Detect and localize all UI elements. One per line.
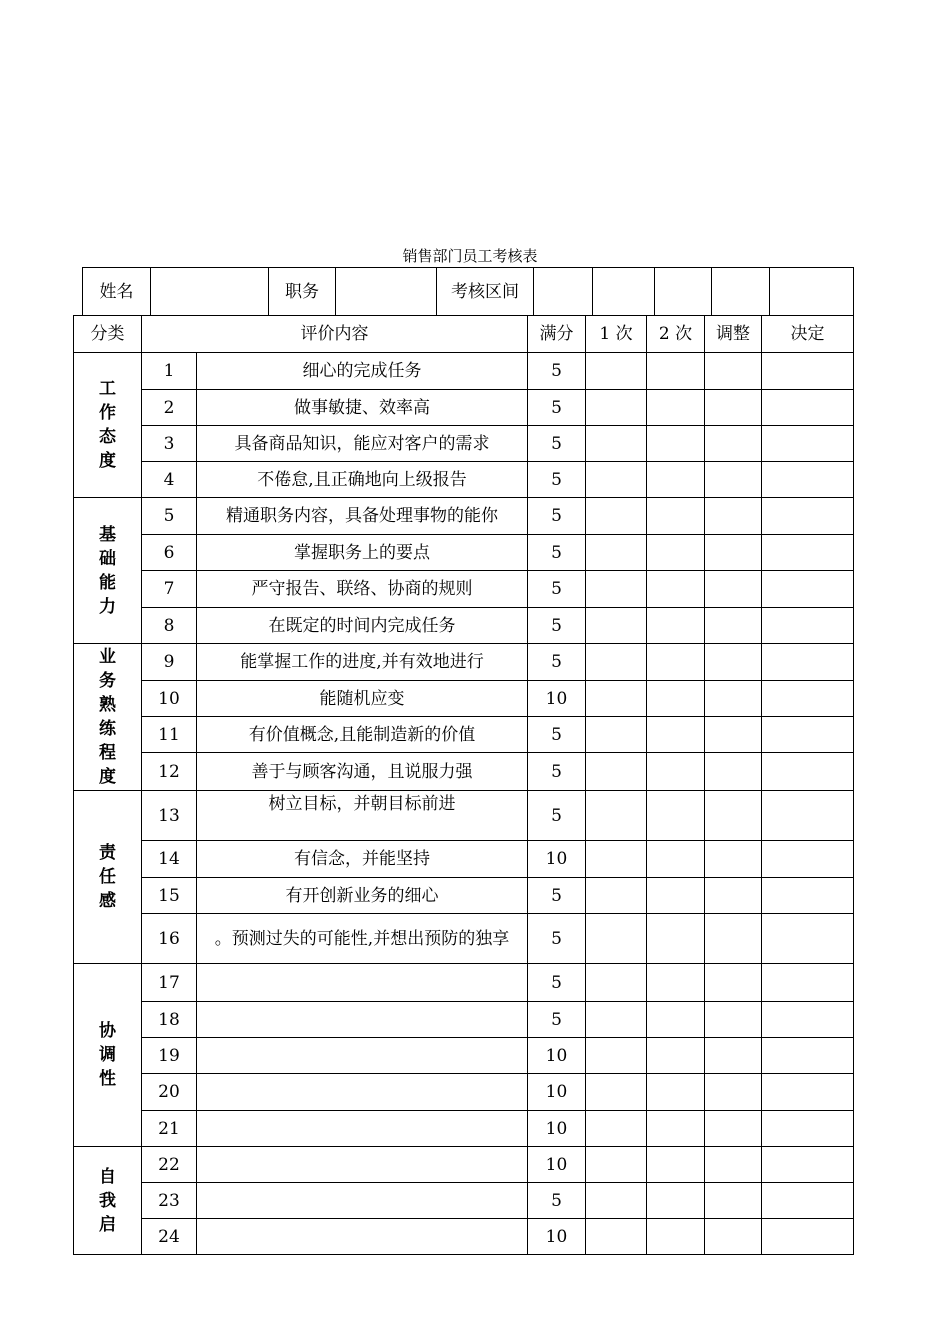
second-eval-cell[interactable] — [647, 426, 705, 462]
item-content — [197, 1183, 528, 1219]
adjust-cell[interactable] — [705, 390, 762, 426]
full-score: 5 — [528, 1183, 586, 1219]
first-eval-cell[interactable] — [586, 571, 647, 608]
adjust-cell[interactable] — [705, 571, 762, 608]
table-row — [74, 426, 854, 462]
second-eval-cell[interactable] — [647, 535, 705, 571]
item-number: 23 — [142, 1183, 197, 1219]
decision-cell[interactable] — [762, 462, 854, 498]
item-content: 能随机应变 — [197, 681, 528, 717]
decision-cell[interactable] — [762, 426, 854, 462]
second-eval-cell[interactable] — [647, 1219, 705, 1255]
adjust-cell[interactable] — [705, 1038, 762, 1074]
table-row — [74, 791, 854, 841]
second-eval-cell[interactable] — [647, 1111, 705, 1147]
period-field-1[interactable] — [534, 268, 593, 316]
decision-cell[interactable] — [762, 644, 854, 681]
item-number: 5 — [142, 498, 197, 535]
second-eval-cell[interactable] — [647, 498, 705, 535]
item-number: 24 — [142, 1219, 197, 1255]
item-content: 有开创新业务的细心 — [197, 878, 528, 914]
category-char: 度 — [99, 767, 116, 787]
second-eval-cell[interactable] — [647, 1002, 705, 1038]
adjust-header: 调整 — [705, 316, 762, 353]
full-score: 10 — [528, 1219, 586, 1255]
item-number: 19 — [142, 1038, 197, 1074]
full-score: 5 — [528, 878, 586, 914]
full-score: 10 — [528, 681, 586, 717]
decision-cell[interactable] — [762, 753, 854, 791]
adjust-cell[interactable] — [705, 964, 762, 1002]
adjust-cell[interactable] — [705, 1147, 762, 1183]
table-row — [74, 498, 854, 535]
table-row — [74, 841, 854, 878]
adjust-cell[interactable] — [705, 1074, 762, 1111]
adjust-cell[interactable] — [705, 681, 762, 717]
item-number: 18 — [142, 1002, 197, 1038]
decision-cell[interactable] — [762, 498, 854, 535]
second-eval-cell[interactable] — [647, 1074, 705, 1111]
full-score: 5 — [528, 964, 586, 1002]
full-score: 5 — [528, 426, 586, 462]
category-char: 调 — [99, 1045, 116, 1065]
item-content: 不倦怠,且正确地向上级报告 — [197, 462, 528, 498]
second-eval-cell[interactable] — [647, 390, 705, 426]
category-char: 工 — [99, 379, 116, 399]
decision-cell[interactable] — [762, 1111, 854, 1147]
decision-cell[interactable] — [762, 571, 854, 608]
decision-cell[interactable] — [762, 353, 854, 390]
table-row — [74, 390, 854, 426]
item-number: 8 — [142, 608, 197, 644]
adjust-cell[interactable] — [705, 791, 762, 841]
decision-cell[interactable] — [762, 717, 854, 753]
table-row — [74, 1111, 854, 1147]
period-field-4[interactable] — [712, 268, 770, 316]
period-field-5[interactable] — [770, 268, 854, 316]
position-label: 职务 — [269, 268, 336, 316]
full-score: 5 — [528, 753, 586, 791]
decision-cell[interactable] — [762, 608, 854, 644]
first-eval-cell[interactable] — [586, 426, 647, 462]
category-char: 自 — [99, 1166, 116, 1187]
item-number: 20 — [142, 1074, 197, 1111]
item-content — [197, 964, 528, 1002]
decision-cell[interactable] — [762, 1219, 854, 1255]
category-char: 协 — [99, 1021, 116, 1041]
item-content: 掌握职务上的要点 — [197, 535, 528, 571]
full-score: 10 — [528, 1074, 586, 1111]
table-row — [74, 535, 854, 571]
second-eval-cell[interactable] — [647, 644, 705, 681]
adjust-cell[interactable] — [705, 1111, 762, 1147]
content-header: 评价内容 — [142, 316, 528, 353]
first-eval-cell[interactable] — [586, 1219, 647, 1255]
full-score: 10 — [528, 841, 586, 878]
item-number: 7 — [142, 571, 197, 608]
item-content: 有信念，并能坚持 — [197, 841, 528, 878]
first-eval-cell[interactable] — [586, 644, 647, 681]
item-content: 细心的完成任务 — [197, 353, 528, 390]
adjust-cell[interactable] — [705, 535, 762, 571]
first-eval-cell[interactable] — [586, 498, 647, 535]
second-eval-cell[interactable] — [647, 914, 705, 964]
item-content: 做事敏捷、效率高 — [197, 390, 528, 426]
category-char: 任 — [99, 867, 116, 887]
item-content — [197, 1219, 528, 1255]
item-number: 17 — [142, 964, 197, 1002]
period-field-3[interactable] — [655, 268, 712, 316]
item-content — [197, 1002, 528, 1038]
second-eval-cell[interactable] — [647, 1038, 705, 1074]
full-score: 5 — [528, 353, 586, 390]
full-score: 10 — [528, 1147, 586, 1183]
table-row — [74, 1038, 854, 1074]
first-eval-cell[interactable] — [586, 914, 647, 964]
table-row — [74, 1147, 854, 1183]
category-char: 基 — [99, 524, 116, 545]
decision-cell[interactable] — [762, 914, 854, 964]
table-row — [74, 717, 854, 753]
item-number: 22 — [142, 1147, 197, 1183]
table-row — [74, 964, 854, 1002]
full-score: 10 — [528, 1111, 586, 1147]
item-content: 善于与顾客沟通，且说服力强 — [197, 753, 528, 791]
item-number: 16 — [142, 914, 197, 964]
first-eval-cell[interactable] — [586, 1038, 647, 1074]
category-char: 责 — [99, 843, 116, 863]
second-eval-cell[interactable] — [647, 681, 705, 717]
decision-cell[interactable] — [762, 1183, 854, 1219]
second-eval-cell[interactable] — [647, 717, 705, 753]
category-cell — [74, 1147, 142, 1255]
adjust-cell[interactable] — [705, 1219, 762, 1255]
category-char: 练 — [99, 719, 116, 739]
first-eval-cell[interactable] — [586, 535, 647, 571]
category-char: 务 — [99, 671, 116, 691]
item-number: 2 — [142, 390, 197, 426]
adjust-cell[interactable] — [705, 1183, 762, 1219]
category-char: 础 — [99, 548, 116, 569]
adjust-cell[interactable] — [705, 644, 762, 681]
full-score: 5 — [528, 608, 586, 644]
full-score: 5 — [528, 571, 586, 608]
adjust-cell[interactable] — [705, 914, 762, 964]
category-char: 能 — [99, 572, 116, 593]
adjust-cell[interactable] — [705, 717, 762, 753]
first-eval-cell[interactable] — [586, 1183, 647, 1219]
full-score: 5 — [528, 535, 586, 571]
header-info-table — [82, 267, 854, 316]
table-row — [74, 462, 854, 498]
first-eval-cell[interactable] — [586, 390, 647, 426]
decision-cell[interactable] — [762, 1074, 854, 1111]
category-char: 力 — [99, 596, 116, 617]
second-eval-cell[interactable] — [647, 462, 705, 498]
position-field[interactable] — [336, 268, 437, 316]
item-content — [197, 1038, 528, 1074]
first-eval-cell[interactable] — [586, 717, 647, 753]
full-score: 5 — [528, 644, 586, 681]
category-cell — [74, 964, 142, 1147]
decision-cell[interactable] — [762, 1147, 854, 1183]
table-row — [74, 1183, 854, 1219]
table-row — [74, 681, 854, 717]
first-eval-header: 1 次 — [586, 316, 647, 353]
item-content — [197, 1111, 528, 1147]
second-eval-cell[interactable] — [647, 1183, 705, 1219]
item-number: 15 — [142, 878, 197, 914]
second-eval-cell[interactable] — [647, 791, 705, 841]
adjust-cell[interactable] — [705, 462, 762, 498]
full-score: 5 — [528, 462, 586, 498]
decision-cell[interactable] — [762, 1038, 854, 1074]
item-number: 6 — [142, 535, 197, 571]
table-row — [74, 1002, 854, 1038]
first-eval-cell[interactable] — [586, 1074, 647, 1111]
full-score: 5 — [528, 1002, 586, 1038]
category-char: 程 — [99, 743, 116, 763]
first-eval-cell[interactable] — [586, 608, 647, 644]
period-label: 考核区间 — [437, 268, 534, 316]
item-number: 10 — [142, 681, 197, 717]
second-eval-cell[interactable] — [647, 571, 705, 608]
adjust-cell[interactable] — [705, 878, 762, 914]
decision-cell[interactable] — [762, 681, 854, 717]
second-eval-cell[interactable] — [647, 753, 705, 791]
full-score: 10 — [528, 1038, 586, 1074]
evaluation-table — [73, 315, 854, 1255]
adjust-cell[interactable] — [705, 498, 762, 535]
category-header: 分类 — [74, 316, 142, 353]
category-char: 度 — [99, 451, 116, 471]
page-title: 销售部门员工考核表 — [402, 247, 538, 265]
adjust-cell[interactable] — [705, 353, 762, 390]
item-content: 。预测过失的可能性,并想出预防的独享 — [197, 914, 528, 964]
decision-cell[interactable] — [762, 791, 854, 841]
item-content: 能掌握工作的进度,并有效地进行 — [197, 644, 528, 681]
second-eval-cell[interactable] — [647, 353, 705, 390]
first-eval-cell[interactable] — [586, 1111, 647, 1147]
second-eval-cell[interactable] — [647, 841, 705, 878]
item-content: 严守报告、联络、协商的规则 — [197, 571, 528, 608]
item-content: 具备商品知识，能应对客户的需求 — [197, 426, 528, 462]
second-eval-cell[interactable] — [647, 878, 705, 914]
first-eval-cell[interactable] — [586, 753, 647, 791]
category-cell — [74, 791, 142, 964]
first-eval-cell[interactable] — [586, 353, 647, 390]
item-content: 精通职务内容，具备处理事物的能你 — [197, 498, 528, 535]
full-score: 5 — [528, 914, 586, 964]
category-char: 业 — [99, 647, 116, 667]
category-cell — [74, 498, 142, 644]
table-row — [74, 753, 854, 791]
full-score: 5 — [528, 498, 586, 535]
category-cell — [74, 644, 142, 791]
table-row — [74, 571, 854, 608]
first-eval-cell[interactable] — [586, 462, 647, 498]
category-char: 态 — [99, 427, 116, 447]
decision-cell[interactable] — [762, 841, 854, 878]
second-eval-cell[interactable] — [647, 608, 705, 644]
second-eval-cell[interactable] — [647, 964, 705, 1002]
item-number: 9 — [142, 644, 197, 681]
category-cell — [74, 353, 142, 498]
item-content: 有价值概念,且能制造新的价值 — [197, 717, 528, 753]
item-number: 3 — [142, 426, 197, 462]
item-content — [197, 1147, 528, 1183]
name-label: 姓名 — [83, 268, 151, 316]
category-char: 作 — [99, 403, 116, 423]
first-eval-cell[interactable] — [586, 681, 647, 717]
first-eval-cell[interactable] — [586, 964, 647, 1002]
decision-cell[interactable] — [762, 964, 854, 1002]
full-score: 5 — [528, 390, 586, 426]
item-content: 在既定的时间内完成任务 — [197, 608, 528, 644]
name-field[interactable] — [151, 268, 269, 316]
decision-cell[interactable] — [762, 878, 854, 914]
item-number: 13 — [142, 791, 197, 841]
adjust-cell[interactable] — [705, 1002, 762, 1038]
period-field-2[interactable] — [593, 268, 655, 316]
category-char: 启 — [99, 1214, 116, 1235]
category-char: 我 — [99, 1190, 116, 1211]
item-number: 4 — [142, 462, 197, 498]
adjust-cell[interactable] — [705, 608, 762, 644]
category-char: 熟 — [99, 695, 116, 715]
second-eval-header: 2 次 — [647, 316, 705, 353]
table-row — [74, 914, 854, 964]
adjust-cell[interactable] — [705, 753, 762, 791]
item-number: 21 — [142, 1111, 197, 1147]
first-eval-cell[interactable] — [586, 1002, 647, 1038]
item-number: 1 — [142, 353, 197, 390]
full-score-header: 满分 — [528, 316, 586, 353]
item-content — [197, 1074, 528, 1111]
decision-cell[interactable] — [762, 390, 854, 426]
table-row — [74, 878, 854, 914]
first-eval-cell[interactable] — [586, 841, 647, 878]
decision-cell[interactable] — [762, 535, 854, 571]
adjust-cell[interactable] — [705, 426, 762, 462]
category-char: 感 — [99, 891, 116, 911]
category-char: 性 — [99, 1069, 116, 1089]
table-row — [74, 1074, 854, 1111]
table-row — [74, 1219, 854, 1255]
item-number: 11 — [142, 717, 197, 753]
decision-cell[interactable] — [762, 1002, 854, 1038]
first-eval-cell[interactable] — [586, 1147, 647, 1183]
adjust-cell[interactable] — [705, 841, 762, 878]
full-score: 5 — [528, 791, 586, 841]
table-row — [74, 353, 854, 390]
decision-header: 决定 — [762, 316, 854, 353]
item-content: 树立目标，并朝目标前进 — [197, 791, 528, 841]
second-eval-cell[interactable] — [647, 1147, 705, 1183]
first-eval-cell[interactable] — [586, 791, 647, 841]
table-row — [74, 608, 854, 644]
item-number: 12 — [142, 753, 197, 791]
item-number: 14 — [142, 841, 197, 878]
table-row — [74, 644, 854, 681]
first-eval-cell[interactable] — [586, 878, 647, 914]
full-score: 5 — [528, 717, 586, 753]
